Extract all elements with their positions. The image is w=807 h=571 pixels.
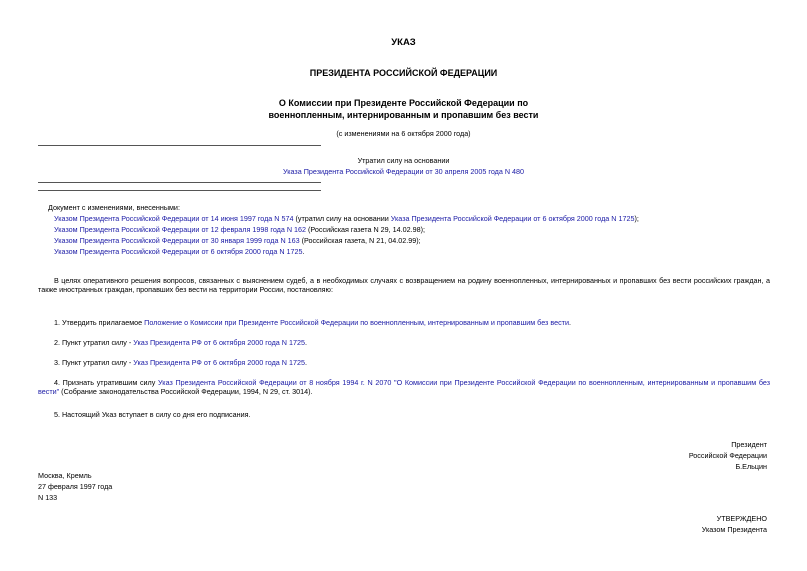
p3-decree-link[interactable]: Указ Президента РФ от 6 октября 2000 года N 1725: [133, 358, 305, 367]
changes-item-2: Указом Президента Российской Федерации от 12 февраля 1998 года N 162 (Российская газета N 29, 14.02.98);: [54, 225, 425, 234]
signature-title: Президент: [731, 440, 767, 449]
paragraph-5: 5. Настоящий Указ вступает в силу со дня его подписания.: [54, 410, 251, 419]
regulation-link[interactable]: Положение о Комиссии при Президенте Российской Федерации по военнопленным, интернированным и пропавшим без вести: [144, 318, 569, 327]
date: 27 февраля 1997 года: [38, 482, 113, 491]
expired-link-row: [0, 167, 807, 176]
paragraph-3: 3. Пункт утратил силу - Указ Президента РФ от 6 октября 2000 года N 1725.: [54, 358, 307, 367]
divider: [38, 145, 321, 146]
p2-decree-link[interactable]: Указ Президента РФ от 6 октября 2000 года N 1725: [133, 338, 305, 347]
change-link-1725[interactable]: Указа Президента Российской Федерации от 6 октября 2000 года N 1725: [390, 214, 635, 223]
doc-subject-line2: военнопленным, интернированным и пропавшим без вести: [268, 110, 539, 120]
expired-label: Утратил силу на основании: [357, 156, 450, 165]
change-link-162[interactable]: Указом Президента Российской Федерации от 12 февраля 1998 года N 162: [54, 225, 307, 234]
paragraph-4: 4. Признать утратившим силу Указ Президента Российской Федерации от 8 ноября 1994 г. N 2070 "О Комиссии при Президенте Российской Федерации по военнопленным, интернированным и пропавшим без вести" (Собрание законодательства Российской Федерации, 1994, N 29, ст. 3014).: [38, 378, 770, 397]
decree-number: N 133: [38, 493, 58, 502]
signature-org: Российской Федерации: [688, 451, 767, 460]
preamble: В целях оперативного решения вопросов, связанных с выяснением судеб, а в необходимых случаях с возвращением на родину военнопленных, интернированных и пропавших без вести российских граждан, а также иностранных граждан, пропавших без вести на территории России, постановляю:: [38, 276, 770, 295]
paragraph-1: 1. Утвердить прилагаемое Положение о Комиссии при Президенте Российской Федерации по военнопленным, интернированным и пропавшим без вести.: [54, 318, 571, 327]
changes-item-4: Указом Президента Российской Федерации от 6 октября 2000 года N 1725.: [54, 247, 305, 256]
doc-subject-line1: О Комиссии при Президенте Российской Федерации по: [278, 98, 529, 108]
changes-item-3: Указом Президента Российской Федерации от 30 января 1999 года N 163 (Российская газета, N 21, 04.02.99);: [54, 236, 421, 245]
divider: [38, 182, 321, 183]
change-link-163[interactable]: Указом Президента Российской Федерации от 30 января 1999 года N 163: [54, 236, 300, 245]
doc-title: УКАЗ: [391, 37, 416, 48]
p4-decree-link[interactable]: Указ Президента Российской Федерации от 8 ноября 1994 г. N 2070 "О Комиссии при Президенте Российской Федерации по военнопленным, интернированным и пропавшим без вести": [38, 378, 770, 397]
signature-name: Б.Ельцин: [735, 462, 767, 471]
approved-label: УТВЕРЖДЕНО: [716, 514, 767, 523]
changes-heading: Документ с изменениями, внесенными:: [48, 203, 180, 212]
doc-subtitle: ПРЕЗИДЕНТА РОССИЙСКОЙ ФЕДЕРАЦИИ: [309, 68, 498, 78]
place: Москва, Кремль: [38, 471, 92, 480]
changes-item-1: Указом Президента Российской Федерации от 14 июня 1997 года N 574 (утратил силу на основании Указа Президента Российской Федерации от 6 октября 2000 года N 1725);: [54, 214, 639, 223]
divider: [38, 190, 321, 191]
approved-by: Указом Президента: [701, 525, 767, 534]
amendments-note: (с изменениями на 6 октября 2000 года): [336, 129, 471, 138]
change-link-1725-b[interactable]: Указом Президента Российской Федерации от 6 октября 2000 года N 1725: [54, 247, 303, 256]
paragraph-2: 2. Пункт утратил силу - Указ Президента РФ от 6 октября 2000 года N 1725.: [54, 338, 307, 347]
expired-basis-link[interactable]: Указа Президента Российской Федерации от 30 апреля 2005 года N 480: [282, 167, 525, 176]
change-link-574[interactable]: Указом Президента Российской Федерации от 14 июня 1997 года N 574: [54, 214, 294, 223]
